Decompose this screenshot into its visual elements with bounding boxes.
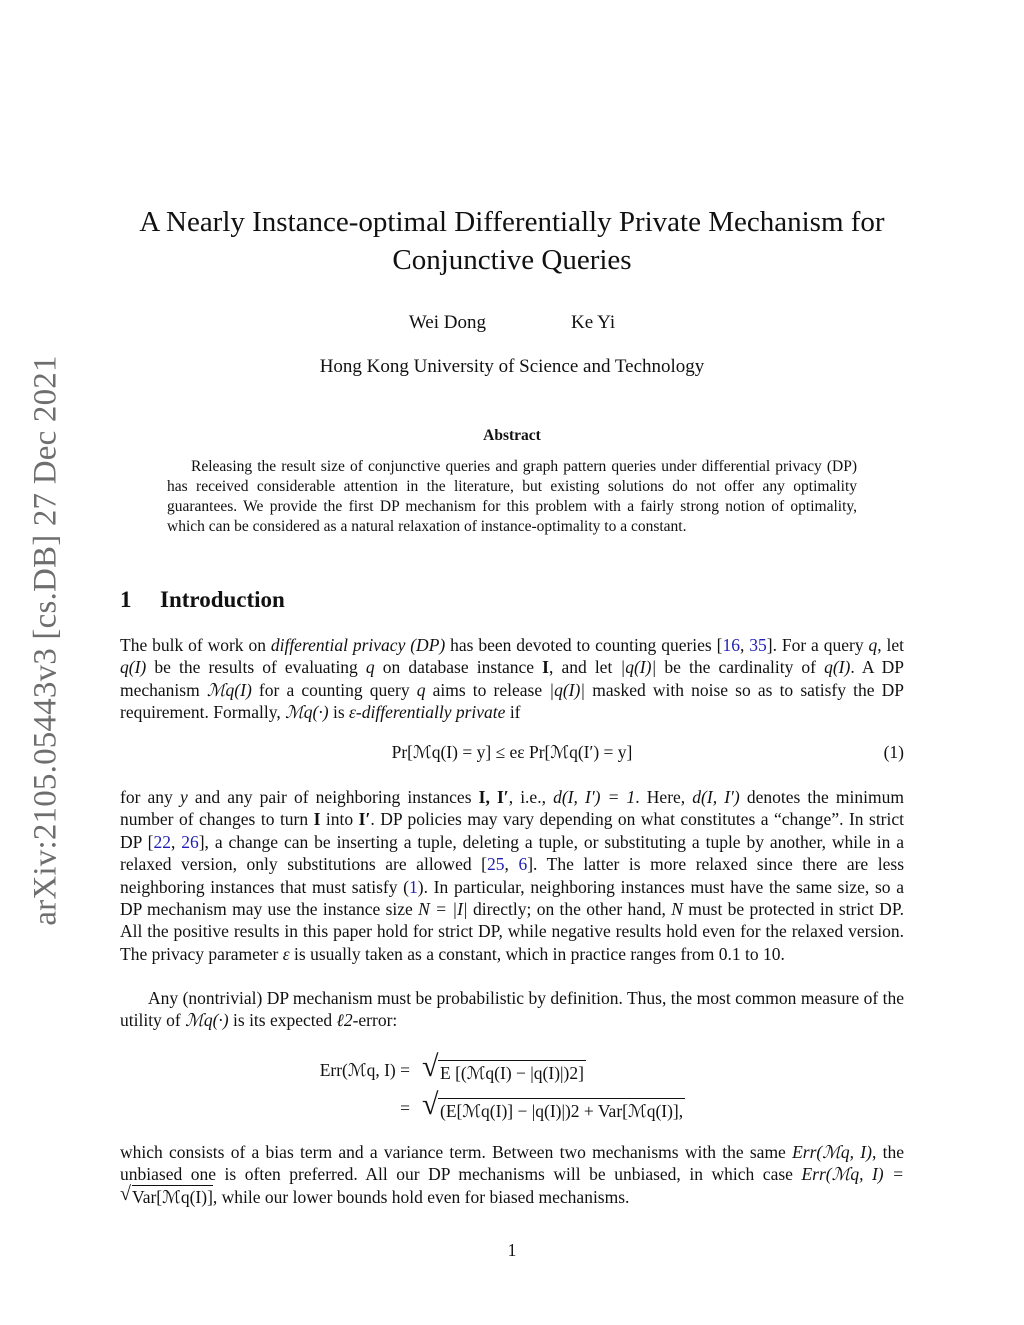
math-inline: Err(ℳq, I) (792, 1142, 872, 1162)
text-run: be the results of evaluating (146, 657, 366, 678)
text-run: -error: (352, 1010, 398, 1031)
error-equation-line-1 (120, 1052, 904, 1086)
section-number: 1 (120, 587, 132, 612)
text-run: ], a change can be inserting a tuple, deleting a tuple, or substituting a tuple by another, while in a relaxed version, only substitutions are allowed [ (120, 831, 904, 875)
citation-link[interactable]: 35 (749, 635, 767, 655)
math-inline: |q(I)| (549, 679, 586, 700)
text-run: is its expected (228, 1010, 337, 1031)
text-run: aims to release (425, 679, 550, 700)
text-run: for any (120, 787, 180, 807)
page-number: 1 (507, 1240, 517, 1260)
math-inline: q(I) (120, 657, 147, 678)
emphasis-private: ε-differentially private (349, 702, 506, 723)
intro-paragraph-2 (120, 786, 904, 965)
author-name: Wei Dong (408, 312, 486, 333)
text-run: , (170, 831, 182, 852)
math-inline: I, I′ (478, 787, 509, 807)
text-run: directly; on the other hand, (467, 899, 672, 920)
text-run: . Here, (635, 787, 693, 807)
equation-1 (120, 742, 904, 768)
text-run: if (505, 702, 521, 723)
intro-paragraph-1 (120, 634, 904, 724)
math-inline: N (671, 899, 683, 920)
intro-paragraph-3 (120, 987, 904, 1032)
text-run: into (320, 809, 359, 830)
math-inline: ℳq(I) (206, 679, 252, 700)
text-run: . DP policies may vary depending on what constitutes a “change”. In strict DP [ (120, 809, 904, 852)
text-run: , (739, 635, 750, 655)
text-run: on database instance (374, 657, 543, 678)
text-run: ]. The latter is more relaxed since there are less neighboring instances that must satisfy ( (120, 854, 905, 897)
text-run: denotes the minimum number of changes to turn (120, 787, 904, 830)
radicand-bias-variance: (E[ℳq(I)] − |q(I)|)2 + Var[ℳq(I)], (438, 1098, 685, 1122)
author-name: Ke Yi (570, 312, 616, 333)
citation-link[interactable]: 25 (486, 854, 505, 875)
text-run: , the unbiased one is often preferred. All our DP mechanisms will be unbiased, in which case (120, 1142, 904, 1185)
math-inline: q (868, 635, 878, 655)
title-line-1: A Nearly Instance-optimal Differentially Private Mechanism for (139, 206, 885, 238)
text-run: , i.e., (508, 787, 554, 807)
text-run: for a counting query (251, 679, 417, 700)
text-run: , (504, 854, 519, 875)
text-run: ). In particular, neighboring instances must have the same size, so a DP mechanism may use the instance size (120, 876, 904, 920)
math-inline: I (542, 657, 549, 678)
text-run: The bulk of work on (120, 635, 271, 655)
text-run: is (328, 702, 350, 723)
author-list (0, 312, 1024, 334)
sqrt-symbol (422, 1060, 586, 1084)
text-run: which consists of a bias term and a variance term. Between two mechanisms with the same (120, 1142, 793, 1162)
text-run: must be protected in strict DP. All the positive results in this paper hold for strict DP, while negative results hold even for the relaxed version. The privacy parameter (120, 899, 904, 964)
error-equation (120, 1050, 904, 1130)
math-inline: q (416, 679, 426, 700)
text-run: Any (nontrivial) DP mechanism must be probabilistic by definition. Thus, the most common measure of the utility of (120, 988, 904, 1031)
math-inline: d(I, I′) (692, 787, 740, 807)
math-inline: q (365, 657, 375, 678)
math-inline: |q(I)| (620, 657, 657, 678)
error-rhs-1 (422, 1060, 586, 1084)
abstract-text: Releasing the result size of conjunctive queries and graph pattern queries under differential privacy (DP) has received considerable attention in the literature, but existing solutions do not offer any optimality guarantees. We provide the first DP mechanism for this problem with a fairly strong notion of optimality, which can be considered as a natural relaxation of instance-optimality to a constant. (167, 458, 857, 535)
text-run: masked with noise so as to satisfy the DP requirement. Formally, (120, 679, 905, 723)
text-run: . A DP mechanism (120, 657, 905, 700)
math-inline: ε (282, 943, 290, 964)
section-heading (120, 587, 720, 613)
citation-link[interactable]: 16 (722, 635, 740, 655)
math-inline: N = |I| (418, 899, 468, 920)
emphasis-dp: differential privacy (DP) (270, 635, 446, 655)
error-rhs-2 (422, 1098, 685, 1122)
text-run: has been devoted to counting queries [ (445, 635, 723, 655)
citation-link[interactable]: 6 (518, 854, 528, 875)
math-inline: ℳq(·) (285, 702, 329, 723)
text-run: and any pair of neighboring instances (187, 787, 479, 807)
radicand-variance: Var[ℳq(I)] (132, 1186, 213, 1207)
paper-title (110, 203, 914, 279)
math-inline: d(I, I′) = 1 (553, 787, 636, 807)
math-inline: ℓ2 (336, 1010, 353, 1031)
equation-number: (1) (883, 742, 904, 762)
text-run: is usually taken as a constant, which in practice ranges from 0.1 to 10. (289, 943, 785, 964)
math-inline: I (313, 809, 321, 830)
arxiv-identifier: arXiv:2105.05443v3 [cs.DB] 27 Dec 2021 (27, 354, 64, 926)
equation-body: Pr[ℳq(I) = y] ≤ eε Pr[ℳq(I′) = y] (391, 742, 633, 762)
math-inline: ℳq(·) (185, 1010, 229, 1031)
title-line-2: Conjunctive Queries (392, 244, 632, 276)
intro-paragraph-4 (120, 1141, 904, 1208)
citation-link[interactable]: 22 (153, 831, 171, 852)
section-title: Introduction (160, 587, 285, 612)
citation-link[interactable]: 26 (181, 831, 199, 852)
text-run: , and let (548, 657, 621, 678)
affiliation: Hong Kong University of Science and Technology (319, 356, 705, 377)
text-run: be the cardinality of (656, 657, 825, 678)
text-run: , let (877, 635, 904, 655)
error-equation-line-2 (120, 1090, 904, 1124)
math-inline: I′ (358, 809, 371, 830)
math-inline: y (179, 787, 188, 807)
abstract-heading: Abstract (483, 427, 541, 444)
text-run: , while our lower bounds hold even for biased mechanisms. (212, 1186, 630, 1207)
sqrt-symbol (422, 1098, 685, 1122)
math-inline: Err(ℳq, I) = (801, 1164, 904, 1185)
sqrt-symbol (120, 1186, 213, 1208)
text-run: ]. For a query (766, 635, 869, 655)
equation-ref-link[interactable]: 1 (409, 876, 418, 897)
equals-sign: = (400, 1098, 410, 1118)
arxiv-side-stamp (16, 330, 76, 950)
math-inline: q(I) (824, 657, 851, 678)
radicand-expected-value: E [(ℳq(I) − |q(I)|)2] (438, 1060, 586, 1084)
error-lhs: Err(ℳq, I) = (319, 1060, 410, 1080)
